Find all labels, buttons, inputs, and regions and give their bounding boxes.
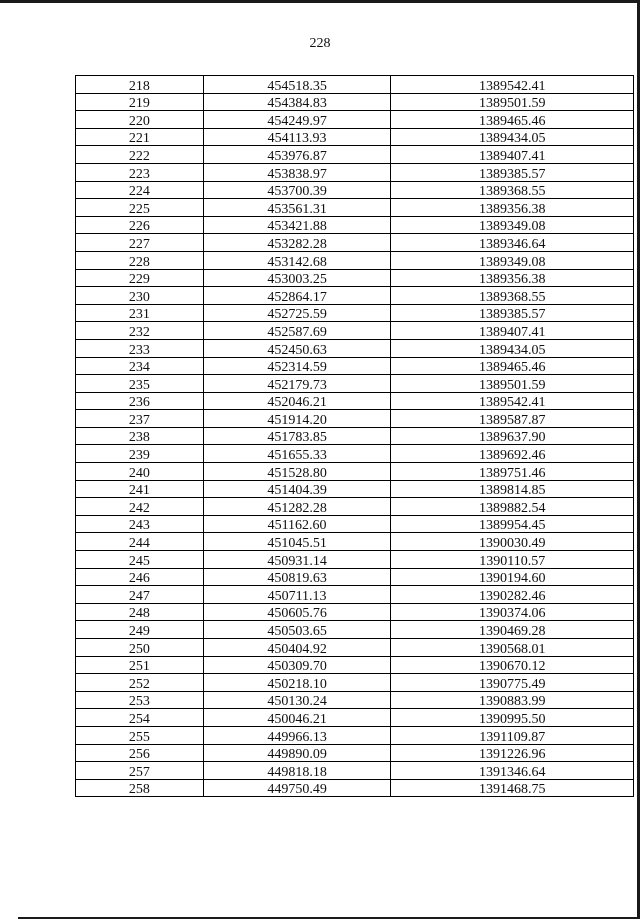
y-coordinate-cell [391,445,634,463]
table-row [76,586,634,604]
y-coordinate-cell [391,269,634,287]
table-row [76,181,634,199]
cell-value: 248 [128,606,150,622]
cell-value: 1389542.41 [478,78,546,94]
x-coordinate-cell [203,709,391,727]
point-number-cell [76,251,204,269]
point-number-cell [76,287,204,305]
cell-value: 257 [128,764,150,780]
x-coordinate-cell [203,498,391,516]
table-row [76,93,634,111]
cell-value: 1390194.60 [478,571,546,587]
cell-value: 252 [128,676,150,692]
table-row [76,709,634,727]
table-row [76,498,634,516]
cell-value: 1389814.85 [478,483,546,499]
point-number-cell [76,357,204,375]
y-coordinate-cell [391,251,634,269]
x-coordinate-cell [203,603,391,621]
point-number-cell [76,762,204,780]
table-row [76,445,634,463]
cell-value: 231 [128,307,150,323]
cell-value: 453421.88 [267,219,327,235]
cell-value: 224 [128,184,150,200]
y-coordinate-cell [391,357,634,375]
cell-value: 234 [128,360,150,376]
x-coordinate-cell [203,674,391,692]
y-coordinate-cell [391,498,634,516]
x-coordinate-cell [203,392,391,410]
cell-value: 238 [128,430,150,446]
point-number-cell [76,410,204,428]
cell-value: 1389346.64 [478,236,546,252]
y-coordinate-cell [391,726,634,744]
cell-value: 221 [128,131,150,147]
x-coordinate-cell [203,375,391,393]
cell-value: 1391346.64 [478,764,546,780]
cell-value: 451914.20 [267,412,327,428]
cell-value: 256 [128,747,150,763]
x-coordinate-cell [203,322,391,340]
table-row [76,304,634,322]
point-number-cell [76,603,204,621]
x-coordinate-cell [203,287,391,305]
x-coordinate-cell [203,568,391,586]
table-row [76,480,634,498]
y-coordinate-cell [391,181,634,199]
cell-value: 451528.80 [267,465,327,481]
page-number: 228 [309,36,331,51]
cell-value: 453976.87 [267,148,327,164]
point-number-cell [76,779,204,797]
table-row [76,76,634,94]
table-row [76,726,634,744]
point-number-cell [76,463,204,481]
y-coordinate-cell [391,111,634,129]
point-number-cell [76,128,204,146]
cell-value: 452046.21 [267,395,327,411]
point-number-cell [76,111,204,129]
y-coordinate-cell [391,639,634,657]
point-number-cell [76,304,204,322]
point-number-cell [76,709,204,727]
x-coordinate-cell [203,480,391,498]
cell-value: 240 [128,465,150,481]
cell-value: 251 [128,659,150,675]
cell-value: 1389385.57 [478,307,546,323]
cell-value: 452587.69 [267,324,327,340]
cell-value: 452179.73 [267,377,327,393]
point-number-cell [76,76,204,94]
table-row [76,146,634,164]
cell-value: 453282.28 [267,236,327,252]
cell-value: 242 [128,500,150,516]
table-row [76,656,634,674]
cell-value: 1389465.46 [478,113,546,129]
x-coordinate-cell [203,410,391,428]
cell-value: 450130.24 [267,694,327,710]
table-row [76,515,634,533]
x-coordinate-cell [203,515,391,533]
y-coordinate-cell [391,375,634,393]
cell-value: 449890.09 [267,747,327,763]
y-coordinate-cell [391,551,634,569]
cell-value: 233 [128,342,150,358]
table-row [76,639,634,657]
cell-value: 1390374.06 [478,606,546,622]
y-coordinate-cell [391,322,634,340]
cell-value: 1389434.05 [478,131,546,147]
cell-value: 451404.39 [267,483,327,499]
cell-value: 449750.49 [267,782,327,798]
table-row [76,621,634,639]
x-coordinate-cell [203,533,391,551]
cell-value: 247 [128,588,150,604]
x-coordinate-cell [203,445,391,463]
cell-value: 223 [128,166,150,182]
point-number-cell [76,674,204,692]
point-number-cell [76,568,204,586]
y-coordinate-cell [391,410,634,428]
x-coordinate-cell [203,691,391,709]
point-number-cell [76,427,204,445]
cell-value: 220 [128,113,150,129]
cell-value: 1391468.75 [478,782,546,798]
table-row [76,603,634,621]
x-coordinate-cell [203,251,391,269]
point-number-cell [76,322,204,340]
x-coordinate-cell [203,181,391,199]
table-row [76,779,634,797]
y-coordinate-cell [391,93,634,111]
cell-value: 1389407.41 [478,324,546,340]
table-row [76,410,634,428]
point-number-cell [76,199,204,217]
cell-value: 1389751.46 [478,465,546,481]
cell-value: 253 [128,694,150,710]
cell-value: 1389407.41 [478,148,546,164]
table-row [76,216,634,234]
cell-value: 1389501.59 [478,96,546,112]
cell-value: 450931.14 [267,553,327,569]
cell-value: 450404.92 [267,641,327,657]
cell-value: 451655.33 [267,448,327,464]
table-row [76,744,634,762]
y-coordinate-cell [391,128,634,146]
y-coordinate-cell [391,515,634,533]
x-coordinate-cell [203,216,391,234]
point-number-cell [76,586,204,604]
cell-value: 1390995.50 [478,711,546,727]
x-coordinate-cell [203,779,391,797]
x-coordinate-cell [203,128,391,146]
cell-value: 243 [128,518,150,534]
y-coordinate-cell [391,392,634,410]
point-number-cell [76,691,204,709]
table-row [76,269,634,287]
cell-value: 225 [128,201,150,217]
x-coordinate-cell [203,463,391,481]
table-row [76,128,634,146]
cell-value: 218 [128,78,150,94]
cell-value: 1389637.90 [478,430,546,446]
cell-value: 454384.83 [267,96,327,112]
point-number-cell [76,621,204,639]
table-row [76,251,634,269]
table-row [76,339,634,357]
y-coordinate-cell [391,656,634,674]
cell-value: 1390030.49 [478,536,546,552]
cell-value: 219 [128,96,150,112]
cell-value: 453142.68 [267,254,327,270]
cell-value: 222 [128,148,150,164]
cell-value: 452314.59 [267,360,327,376]
cell-value: 1390775.49 [478,676,546,692]
y-coordinate-cell [391,762,634,780]
y-coordinate-cell [391,463,634,481]
x-coordinate-cell [203,762,391,780]
y-coordinate-cell [391,621,634,639]
point-number-cell [76,480,204,498]
table-row [76,533,634,551]
cell-value: 453838.97 [267,166,327,182]
cell-value: 1389465.46 [478,360,546,376]
coordinates-table [75,75,634,797]
x-coordinate-cell [203,656,391,674]
cell-value: 1391109.87 [479,729,546,745]
cell-value: 258 [128,782,150,798]
x-coordinate-cell [203,339,391,357]
y-coordinate-cell [391,234,634,252]
point-number-cell [76,339,204,357]
y-coordinate-cell [391,216,634,234]
cell-value: 1389587.87 [478,412,546,428]
point-number-cell [76,639,204,657]
table-row [76,674,634,692]
y-coordinate-cell [391,533,634,551]
table-row [76,287,634,305]
x-coordinate-cell [203,304,391,322]
point-number-cell [76,515,204,533]
cell-value: 1389356.38 [478,201,546,217]
cell-value: 451045.51 [267,536,327,552]
table-row [76,375,634,393]
y-coordinate-cell [391,163,634,181]
cell-value: 453700.39 [267,184,327,200]
cell-value: 454518.35 [267,78,327,94]
x-coordinate-cell [203,76,391,94]
y-coordinate-cell [391,586,634,604]
table-row [76,568,634,586]
cell-value: 1389954.45 [478,518,546,534]
y-coordinate-cell [391,603,634,621]
table-row [76,392,634,410]
x-coordinate-cell [203,199,391,217]
table-row [76,111,634,129]
point-number-cell [76,375,204,393]
x-coordinate-cell [203,586,391,604]
cell-value: 453561.31 [267,201,327,217]
x-coordinate-cell [203,621,391,639]
cell-value: 232 [128,324,150,340]
cell-value: 451783.85 [267,430,327,446]
y-coordinate-cell [391,76,634,94]
cell-value: 453003.25 [267,272,327,288]
cell-value: 1390110.57 [479,553,546,569]
y-coordinate-cell [391,674,634,692]
cell-value: 228 [128,254,150,270]
y-coordinate-cell [391,691,634,709]
point-number-cell [76,726,204,744]
table-row [76,691,634,709]
cell-value: 1389349.08 [478,219,546,235]
cell-value: 244 [128,536,150,552]
point-number-cell [76,269,204,287]
point-number-cell [76,392,204,410]
x-coordinate-cell [203,93,391,111]
cell-value: 1390568.01 [478,641,546,657]
cell-value: 450309.70 [267,659,327,675]
cell-value: 255 [128,729,150,745]
point-number-cell [76,181,204,199]
cell-value: 450711.13 [267,588,327,604]
y-coordinate-cell [391,287,634,305]
cell-value: 449966.13 [267,729,327,745]
cell-value: 1389882.54 [478,500,546,516]
x-coordinate-cell [203,427,391,445]
table-row [76,551,634,569]
cell-value: 452864.17 [267,289,327,305]
cell-value: 254 [128,711,150,727]
cell-value: 230 [128,289,150,305]
x-coordinate-cell [203,639,391,657]
cell-value: 226 [128,219,150,235]
y-coordinate-cell [391,427,634,445]
y-coordinate-cell [391,744,634,762]
table-row [76,234,634,252]
cell-value: 1389349.08 [478,254,546,270]
cell-value: 452725.59 [267,307,327,323]
cell-value: 454113.93 [267,131,327,147]
cell-value: 229 [128,272,150,288]
cell-value: 449818.18 [267,764,327,780]
table-row [76,762,634,780]
table-row [76,463,634,481]
x-coordinate-cell [203,234,391,252]
cell-value: 236 [128,395,150,411]
table-row [76,322,634,340]
cell-value: 1390670.12 [478,659,546,675]
y-coordinate-cell [391,480,634,498]
x-coordinate-cell [203,726,391,744]
cell-value: 241 [128,483,150,499]
table-row [76,163,634,181]
cell-value: 1390883.99 [478,694,546,710]
cell-value: 235 [128,377,150,393]
y-coordinate-cell [391,304,634,322]
point-number-cell [76,445,204,463]
cell-value: 450605.76 [267,606,327,622]
point-number-cell [76,744,204,762]
cell-value: 250 [128,641,150,657]
y-coordinate-cell [391,199,634,217]
cell-value: 249 [128,624,150,639]
cell-value: 450046.21 [267,711,327,727]
table-row [76,199,634,217]
cell-value: 451162.60 [267,518,327,534]
cell-value: 1389542.41 [478,395,546,411]
point-number-cell [76,533,204,551]
point-number-cell [76,234,204,252]
cell-value: 1389368.55 [478,184,546,200]
cell-value: 246 [128,571,150,587]
coordinates-table-body [76,76,634,797]
table-row [76,357,634,375]
page-edge-top [0,0,640,3]
y-coordinate-cell [391,146,634,164]
y-coordinate-cell [391,568,634,586]
point-number-cell [76,146,204,164]
cell-value: 450819.63 [267,571,327,587]
cell-value: 452450.63 [267,342,327,358]
cell-value: 1389368.55 [478,289,546,305]
x-coordinate-cell [203,163,391,181]
y-coordinate-cell [391,779,634,797]
table-row [76,427,634,445]
cell-value: 1389501.59 [478,377,546,393]
point-number-cell [76,93,204,111]
point-number-cell [76,551,204,569]
cell-value: 1390469.28 [478,624,546,639]
cell-value: 454249.97 [267,113,327,129]
cell-value: 450503.65 [267,624,327,639]
cell-value: 239 [128,448,150,464]
point-number-cell [76,498,204,516]
x-coordinate-cell [203,269,391,287]
point-number-cell [76,656,204,674]
cell-value: 1389692.46 [478,448,546,464]
cell-value: 451282.28 [267,500,327,516]
cell-value: 237 [128,412,150,428]
cell-value: 1389356.38 [478,272,546,288]
x-coordinate-cell [203,146,391,164]
y-coordinate-cell [391,709,634,727]
cell-value: 1391226.96 [478,747,546,763]
point-number-cell [76,163,204,181]
x-coordinate-cell [203,357,391,375]
x-coordinate-cell [203,551,391,569]
cell-value: 245 [128,553,150,569]
x-coordinate-cell [203,744,391,762]
cell-value: 1389434.05 [478,342,546,358]
cell-value: 450218.10 [267,676,327,692]
point-number-cell [76,216,204,234]
x-coordinate-cell [203,111,391,129]
cell-value: 1390282.46 [478,588,546,604]
cell-value: 1389385.57 [478,166,546,182]
y-coordinate-cell [391,339,634,357]
cell-value: 227 [128,236,150,252]
